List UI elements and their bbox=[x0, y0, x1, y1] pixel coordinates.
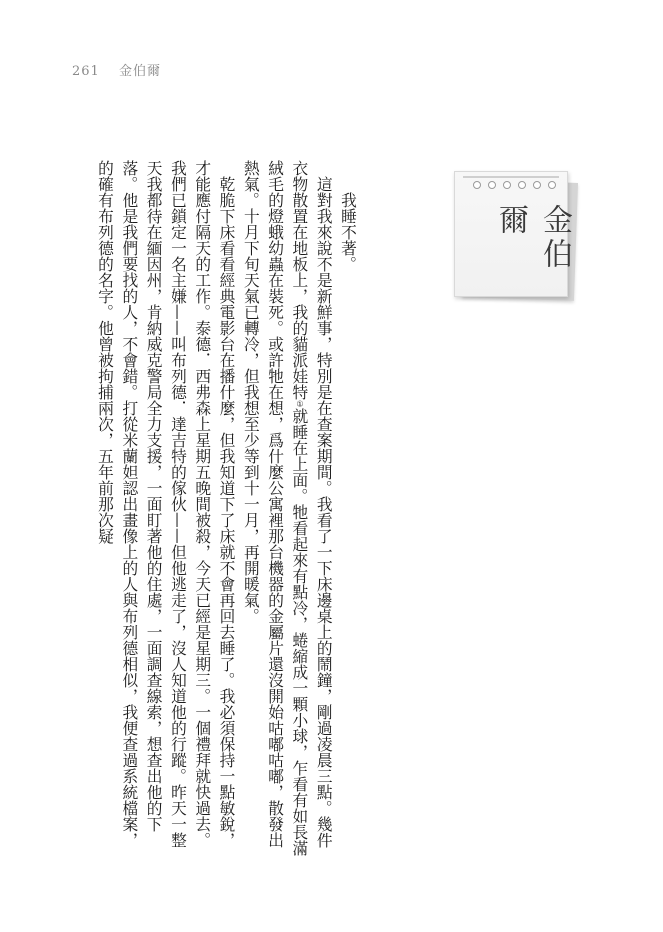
binder-hole bbox=[533, 181, 541, 189]
chapter-title: 金伯爾 bbox=[493, 204, 572, 272]
page-number: 261 bbox=[72, 64, 100, 79]
chapter-title-card bbox=[454, 163, 576, 299]
paragraph-text: 這對我來說不是新鮮事，特別是在查案期間。我看了一下床邊桌上的鬧鐘，剛過凌晨三點。幾件衣物散置在地板上，我的貓派娃特 bbox=[290, 160, 334, 848]
paragraph-text-continued: 就睡在上面。牠看起來有點冷，蜷縮成一顆小球，乍看有如長滿絨毛的燈蛾幼蟲在裝死。或許牠在想，爲什麼公寓裡那台機器的金屬片還沒開始咕嘟咕嘟，散發出熱氣。十月下旬天氣已轉冷，但我想至少等到十一月，再開暖氣。 bbox=[241, 160, 310, 856]
binder-hole bbox=[503, 181, 511, 189]
paragraph: 我睡不著。 bbox=[339, 192, 358, 272]
binder-hole bbox=[548, 181, 556, 189]
binder-hole bbox=[488, 181, 496, 189]
card-front bbox=[454, 171, 572, 297]
running-head-title: 金伯爾 bbox=[118, 64, 161, 79]
footnote-marker: ① bbox=[296, 400, 304, 408]
binder-hole bbox=[518, 181, 526, 189]
binder-holes bbox=[473, 181, 556, 189]
running-head bbox=[72, 60, 161, 79]
paragraph: 乾脆下床看看經典電影台在播什麼，但我知道下了床就不會再回去睡了。我必須保持一點敏銳，才能應付隔天的工作。泰德．西弗森上星期五晚間被殺，今天已經是星期三。一個禮拜就快過去。我們已鎖定一名主嫌——叫布列德．達吉特的傢伙——但他逃走了，沒人知道他的行蹤。昨天一整天我都待在緬因州，肯納威克警局全力支援，一面盯著他的住處，一面調查線索，想查出他的下落。他是我們要找的人，不會錯。打從米蘭妲認出畫像上的人與布列德相似，我便查過系統檔案，的確有布列德的名字。他曾被拘捕兩次，五年前那次疑 bbox=[96, 160, 237, 848]
paragraph bbox=[239, 160, 336, 860]
binder-hole bbox=[473, 181, 481, 189]
body-text bbox=[70, 160, 360, 860]
card-ring-bar bbox=[463, 176, 559, 178]
